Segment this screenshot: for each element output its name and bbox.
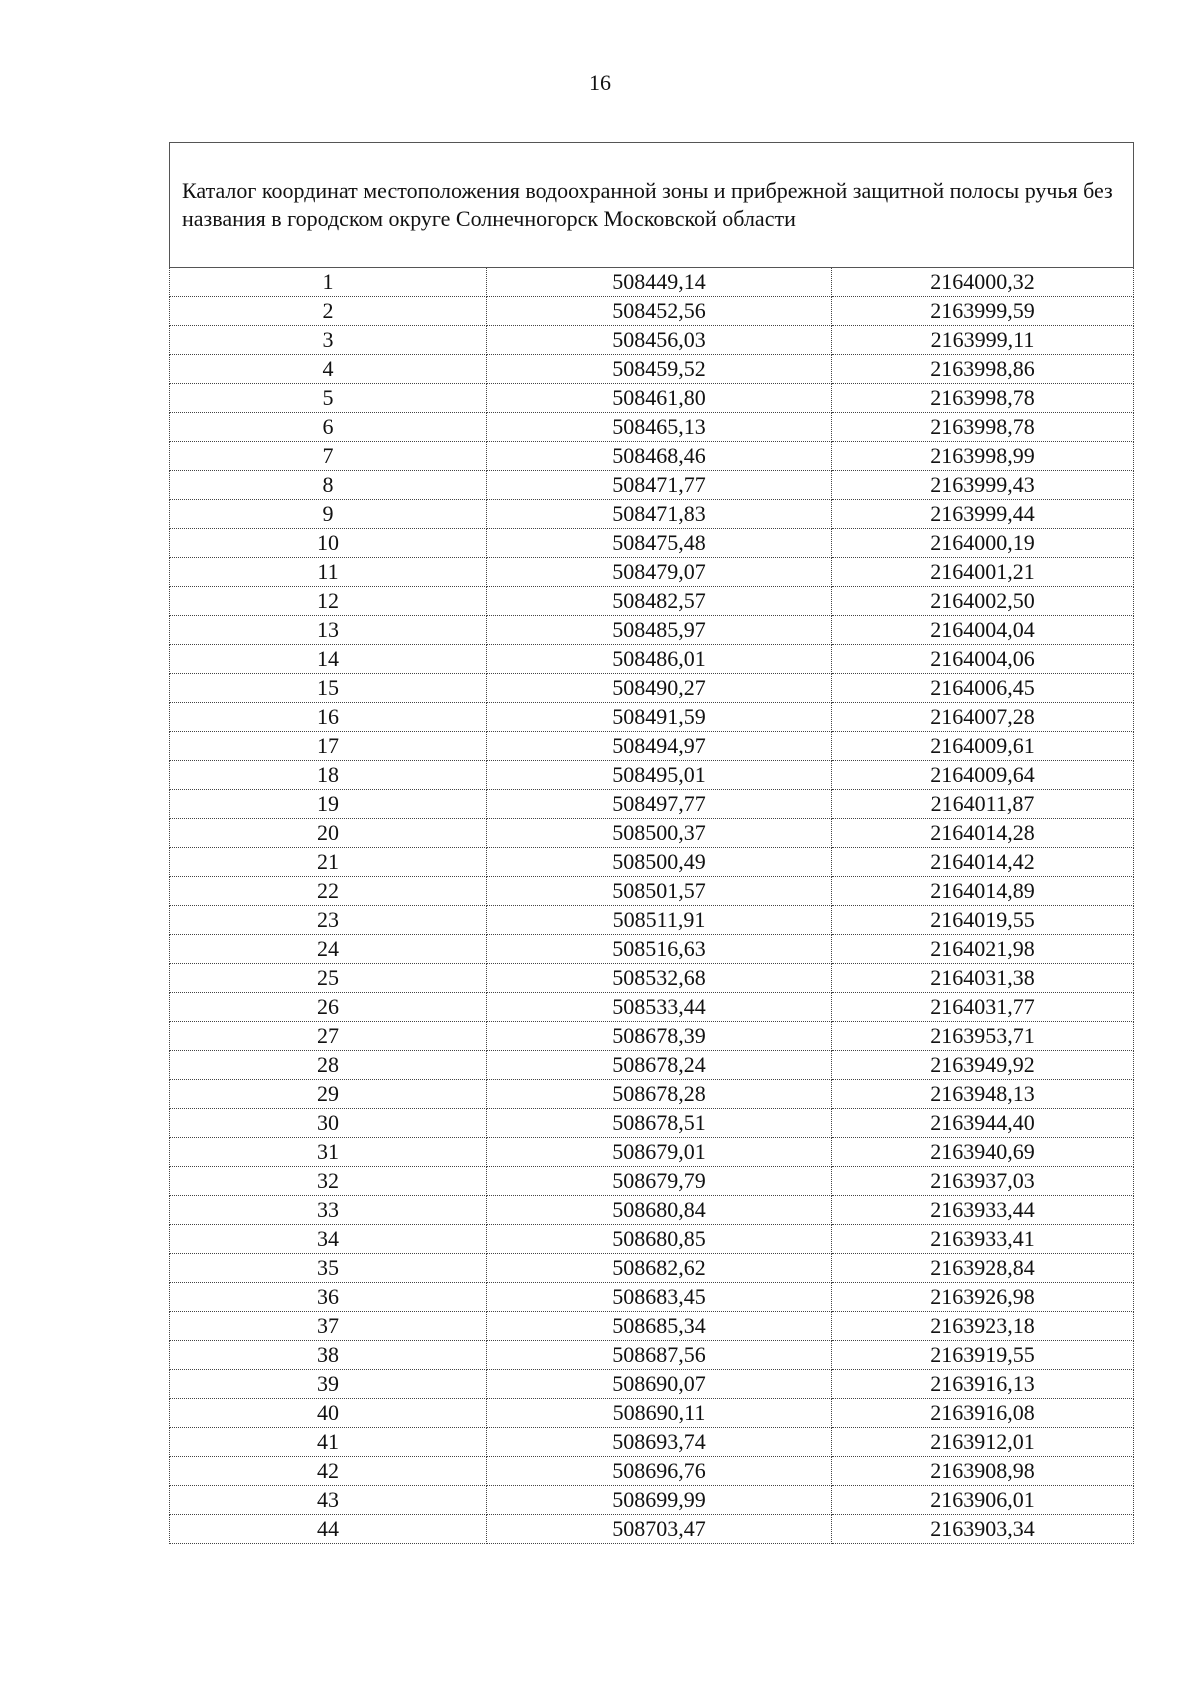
table-row [170,1254,1134,1283]
x-coordinate-cell: 508494,97 [487,732,832,761]
y-coordinate-cell: 2164011,87 [832,790,1134,819]
table-row [170,848,1134,877]
x-coordinate-cell: 508482,57 [487,587,832,616]
point-number-cell: 1 [170,268,487,297]
y-coordinate-cell: 2164014,42 [832,848,1134,877]
table-row [170,761,1134,790]
x-coordinate-cell: 508501,57 [487,877,832,906]
y-coordinate-cell: 2163998,78 [832,384,1134,413]
x-coordinate-cell: 508679,01 [487,1138,832,1167]
y-coordinate-cell: 2163999,59 [832,297,1134,326]
table-row [170,1109,1134,1138]
table-row [170,616,1134,645]
table-row [170,442,1134,471]
x-coordinate-cell: 508495,01 [487,761,832,790]
point-number-cell: 44 [170,1515,487,1544]
x-coordinate-cell: 508465,13 [487,413,832,442]
x-coordinate-cell: 508485,97 [487,616,832,645]
x-coordinate-cell: 508682,62 [487,1254,832,1283]
table-row [170,1399,1134,1428]
point-number-cell: 14 [170,645,487,674]
x-coordinate-cell: 508490,27 [487,674,832,703]
point-number-cell: 36 [170,1283,487,1312]
y-coordinate-cell: 2163933,44 [832,1196,1134,1225]
point-number-cell: 41 [170,1428,487,1457]
y-coordinate-cell: 2164009,64 [832,761,1134,790]
y-coordinate-cell: 2163953,71 [832,1022,1134,1051]
x-coordinate-cell: 508475,48 [487,529,832,558]
x-coordinate-cell: 508468,46 [487,442,832,471]
table-body [170,143,1134,1544]
y-coordinate-cell: 2163999,44 [832,500,1134,529]
table-row [170,1138,1134,1167]
point-number-cell: 32 [170,1167,487,1196]
y-coordinate-cell: 2163908,98 [832,1457,1134,1486]
table-row [170,471,1134,500]
table-row [170,645,1134,674]
table-row [170,819,1134,848]
point-number-cell: 7 [170,442,487,471]
point-number-cell: 26 [170,993,487,1022]
point-number-cell: 43 [170,1486,487,1515]
x-coordinate-cell: 508452,56 [487,297,832,326]
x-coordinate-cell: 508690,07 [487,1370,832,1399]
table-row [170,1051,1134,1080]
table-title: Каталог координат местоположения водоохранной зоны и прибрежной защитной полосы ручья без названия в городском округе Солнечногорск Московской области [170,143,1134,268]
table-row [170,1457,1134,1486]
point-number-cell: 37 [170,1312,487,1341]
table-row [170,500,1134,529]
point-number-cell: 24 [170,935,487,964]
x-coordinate-cell: 508693,74 [487,1428,832,1457]
point-number-cell: 29 [170,1080,487,1109]
y-coordinate-cell: 2163919,55 [832,1341,1134,1370]
point-number-cell: 17 [170,732,487,761]
point-number-cell: 20 [170,819,487,848]
x-coordinate-cell: 508696,76 [487,1457,832,1486]
y-coordinate-cell: 2163916,08 [832,1399,1134,1428]
point-number-cell: 23 [170,906,487,935]
table-row [170,877,1134,906]
point-number-cell: 18 [170,761,487,790]
x-coordinate-cell: 508511,91 [487,906,832,935]
point-number-cell: 25 [170,964,487,993]
y-coordinate-cell: 2164021,98 [832,935,1134,964]
table-row [170,935,1134,964]
table-row [170,1080,1134,1109]
y-coordinate-cell: 2164014,89 [832,877,1134,906]
x-coordinate-cell: 508486,01 [487,645,832,674]
point-number-cell: 19 [170,790,487,819]
x-coordinate-cell: 508703,47 [487,1515,832,1544]
y-coordinate-cell: 2163933,41 [832,1225,1134,1254]
table-row [170,1370,1134,1399]
point-number-cell: 22 [170,877,487,906]
y-coordinate-cell: 2163999,43 [832,471,1134,500]
point-number-cell: 8 [170,471,487,500]
x-coordinate-cell: 508533,44 [487,993,832,1022]
x-coordinate-cell: 508497,77 [487,790,832,819]
table-row [170,964,1134,993]
x-coordinate-cell: 508456,03 [487,326,832,355]
table-row [170,384,1134,413]
x-coordinate-cell: 508479,07 [487,558,832,587]
y-coordinate-cell: 2164004,06 [832,645,1134,674]
table-row [170,703,1134,732]
y-coordinate-cell: 2163923,18 [832,1312,1134,1341]
x-coordinate-cell: 508690,11 [487,1399,832,1428]
table-row [170,1486,1134,1515]
y-coordinate-cell: 2164031,38 [832,964,1134,993]
x-coordinate-cell: 508449,14 [487,268,832,297]
table-row [170,1428,1134,1457]
y-coordinate-cell: 2164004,04 [832,616,1134,645]
point-number-cell: 30 [170,1109,487,1138]
point-number-cell: 40 [170,1399,487,1428]
y-coordinate-cell: 2164031,77 [832,993,1134,1022]
x-coordinate-cell: 508699,99 [487,1486,832,1515]
y-coordinate-cell: 2163937,03 [832,1167,1134,1196]
y-coordinate-cell: 2164006,45 [832,674,1134,703]
table-row [170,1341,1134,1370]
table-row [170,297,1134,326]
x-coordinate-cell: 508680,84 [487,1196,832,1225]
page-number: 16 [589,70,611,95]
x-coordinate-cell: 508678,28 [487,1080,832,1109]
x-coordinate-cell: 508532,68 [487,964,832,993]
table-row [170,1022,1134,1051]
table-row [170,1196,1134,1225]
y-coordinate-cell: 2164007,28 [832,703,1134,732]
point-number-cell: 15 [170,674,487,703]
table-row [170,1283,1134,1312]
table-row [170,355,1134,384]
y-coordinate-cell: 2164000,19 [832,529,1134,558]
table-row [170,732,1134,761]
point-number-cell: 28 [170,1051,487,1080]
y-coordinate-cell: 2163998,78 [832,413,1134,442]
point-number-cell: 12 [170,587,487,616]
x-coordinate-cell: 508678,51 [487,1109,832,1138]
title-row [170,143,1134,268]
point-number-cell: 35 [170,1254,487,1283]
table-row [170,558,1134,587]
table-row [170,413,1134,442]
x-coordinate-cell: 508471,77 [487,471,832,500]
point-number-cell: 5 [170,384,487,413]
point-number-cell: 39 [170,1370,487,1399]
x-coordinate-cell: 508687,56 [487,1341,832,1370]
table-row [170,674,1134,703]
point-number-cell: 2 [170,297,487,326]
y-coordinate-cell: 2164014,28 [832,819,1134,848]
table-row [170,790,1134,819]
x-coordinate-cell: 508491,59 [487,703,832,732]
y-coordinate-cell: 2163999,11 [832,326,1134,355]
y-coordinate-cell: 2163912,01 [832,1428,1134,1457]
y-coordinate-cell: 2164002,50 [832,587,1134,616]
y-coordinate-cell: 2163998,99 [832,442,1134,471]
table-row [170,1167,1134,1196]
x-coordinate-cell: 508461,80 [487,384,832,413]
coordinates-table [169,142,1134,1544]
point-number-cell: 9 [170,500,487,529]
table-row [170,587,1134,616]
point-number-cell: 31 [170,1138,487,1167]
y-coordinate-cell: 2163949,92 [832,1051,1134,1080]
x-coordinate-cell: 508459,52 [487,355,832,384]
x-coordinate-cell: 508685,34 [487,1312,832,1341]
y-coordinate-cell: 2164001,21 [832,558,1134,587]
table-row [170,906,1134,935]
x-coordinate-cell: 508678,24 [487,1051,832,1080]
table-row [170,1312,1134,1341]
point-number-cell: 34 [170,1225,487,1254]
table-row [170,993,1134,1022]
table-row [170,1225,1134,1254]
table-row [170,1515,1134,1544]
y-coordinate-cell: 2164019,55 [832,906,1134,935]
x-coordinate-cell: 508680,85 [487,1225,832,1254]
y-coordinate-cell: 2163928,84 [832,1254,1134,1283]
y-coordinate-cell: 2163998,86 [832,355,1134,384]
y-coordinate-cell: 2164000,32 [832,268,1134,297]
x-coordinate-cell: 508679,79 [487,1167,832,1196]
y-coordinate-cell: 2163903,34 [832,1515,1134,1544]
table-row [170,268,1134,297]
x-coordinate-cell: 508516,63 [487,935,832,964]
point-number-cell: 4 [170,355,487,384]
y-coordinate-cell: 2163916,13 [832,1370,1134,1399]
table-row [170,529,1134,558]
x-coordinate-cell: 508500,37 [487,819,832,848]
point-number-cell: 6 [170,413,487,442]
x-coordinate-cell: 508500,49 [487,848,832,877]
x-coordinate-cell: 508683,45 [487,1283,832,1312]
point-number-cell: 27 [170,1022,487,1051]
table-row [170,326,1134,355]
y-coordinate-cell: 2163948,13 [832,1080,1134,1109]
y-coordinate-cell: 2163940,69 [832,1138,1134,1167]
point-number-cell: 3 [170,326,487,355]
point-number-cell: 33 [170,1196,487,1225]
point-number-cell: 11 [170,558,487,587]
point-number-cell: 10 [170,529,487,558]
point-number-cell: 21 [170,848,487,877]
y-coordinate-cell: 2163944,40 [832,1109,1134,1138]
point-number-cell: 13 [170,616,487,645]
x-coordinate-cell: 508678,39 [487,1022,832,1051]
y-coordinate-cell: 2163926,98 [832,1283,1134,1312]
point-number-cell: 16 [170,703,487,732]
x-coordinate-cell: 508471,83 [487,500,832,529]
point-number-cell: 42 [170,1457,487,1486]
point-number-cell: 38 [170,1341,487,1370]
y-coordinate-cell: 2163906,01 [832,1486,1134,1515]
y-coordinate-cell: 2164009,61 [832,732,1134,761]
